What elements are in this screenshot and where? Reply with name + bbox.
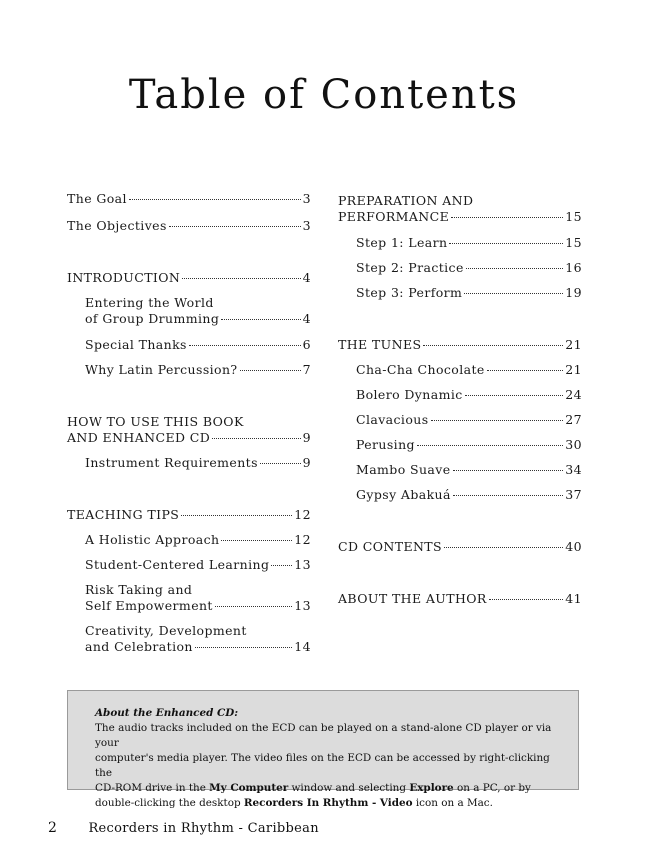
enhanced-cd-note [67,690,579,809]
toc-entry-title: HOW TO USE THIS BOOK [67,414,244,429]
toc-entry-page: 19 [565,285,582,300]
toc-entry-page: 4 [302,270,311,285]
toc-entry-page: 13 [294,598,311,613]
toc-entry[interactable] [356,487,582,503]
toc-entry-title: TEACHING TIPS [67,507,180,522]
toc-entry-title: Step 2: Practice [356,260,464,275]
toc-entry[interactable] [356,437,582,453]
toc-entry[interactable] [338,539,582,555]
toc-entry-title: AND ENHANCED CD [67,430,211,445]
toc-entry-title: THE TUNES [338,337,422,352]
toc-entry-title: Entering the World [85,295,214,310]
toc-entry-title: The Goal [67,191,127,206]
dot-leader [464,293,563,294]
toc-entry[interactable] [67,218,311,234]
toc-entry-page: 15 [565,235,582,250]
dot-leader [465,395,564,396]
toc-entry-page: 6 [302,337,311,352]
toc-entry[interactable] [85,362,311,378]
toc-entry-page: 27 [565,412,582,427]
toc-entry-title: PERFORMANCE [338,209,450,224]
dot-leader [466,268,564,269]
toc-entry-page: 4 [302,311,311,326]
toc-entry-page: 9 [302,455,311,470]
toc-entry-page: 3 [302,191,311,206]
dot-leader [271,565,292,566]
cd-note-text: window and selecting [288,782,410,794]
dot-leader [215,606,292,607]
dot-leader [129,199,301,200]
cd-note-line: computer's media player. The video files on the ECD can be accessed by right-clicking the [95,752,550,779]
toc-entry[interactable] [85,557,311,573]
toc-entry-title: Special Thanks [85,337,187,352]
cd-note-line: The audio tracks included on the ECD can be played on a stand-alone CD player or via your [95,722,552,749]
toc-entry[interactable] [356,412,582,428]
toc-entry-title: INTRODUCTION [67,270,181,285]
toc-entry[interactable] [356,387,582,403]
toc-entry-page: 16 [565,260,582,275]
dot-leader [221,540,292,541]
toc-entry-page: 40 [565,539,582,554]
toc-entry-page: 24 [565,387,582,402]
toc-entry-title: Mambo Suave [356,462,451,477]
toc-entry-title: CD CONTENTS [338,539,443,554]
toc-entry[interactable] [356,260,582,276]
cd-note-emphasis: My Computer [209,782,289,794]
toc-entry[interactable] [67,414,311,446]
dot-leader [449,243,563,244]
toc-entry[interactable] [85,455,311,471]
dot-leader [451,217,563,218]
cd-note-emphasis: Recorders In Rhythm - Video [243,797,413,809]
toc-entry-title: Why Latin Percussion? [85,362,238,377]
cd-note-text: double-clicking the desktop [95,797,244,809]
toc-entry[interactable] [67,191,311,207]
toc-entry[interactable] [338,193,582,225]
toc-entry[interactable] [67,270,311,286]
toc-entry-title: Creativity, Development [85,623,247,638]
toc-entry[interactable] [85,337,311,353]
toc-entry-page: 41 [565,591,582,606]
cd-note-line [95,796,558,811]
toc-entry-page: 30 [565,437,582,452]
toc-entry[interactable] [338,337,582,353]
toc-entry-title: PREPARATION AND [338,193,474,208]
dot-leader [423,345,563,346]
dot-leader [453,495,563,496]
cd-note-line [95,781,558,796]
toc-entry-title: Risk Taking and [85,582,193,597]
page-title: Table of Contents [128,72,520,118]
dot-leader [182,278,300,279]
toc-entry-title: Bolero Dynamic [356,387,463,402]
toc-entry[interactable] [356,285,582,301]
dot-leader [431,420,564,421]
toc-entry[interactable] [67,507,311,523]
toc-entry-page: 12 [294,507,311,522]
cd-note-text: CD-ROM drive in the [95,782,210,794]
dot-leader [221,319,300,320]
toc-entry-title: Cha-Cha Chocolate [356,362,485,377]
toc-entry[interactable] [85,623,311,655]
cd-note-heading: About the Enhanced CD: [95,707,239,719]
toc-entry[interactable] [85,532,311,548]
dot-leader [417,445,563,446]
toc-entry-page: 9 [302,430,311,445]
toc-entry-title: Self Empowerment [85,598,213,613]
toc-entry-page: 15 [565,209,582,224]
cd-note-text: on a PC, or by [453,782,531,794]
toc-entry[interactable] [356,235,582,251]
toc-entry-page: 34 [565,462,582,477]
toc-entry-title: ABOUT THE AUTHOR [338,591,487,606]
toc-entry-page: 14 [294,639,311,654]
dot-leader [240,370,301,371]
book-title: Recorders in Rhythm - Caribbean [88,821,319,836]
dot-leader [260,463,301,464]
cd-note-text: icon on a Mac. [412,797,493,809]
dot-leader [169,226,301,227]
toc-entry-page: 37 [565,487,582,502]
toc-entry[interactable] [338,591,582,607]
toc-entry-title: Step 1: Learn [356,235,448,250]
dot-leader [195,647,292,648]
page-number: 2 [48,820,57,836]
toc-entry-title: and Celebration [85,639,193,654]
toc-entry-title: Instrument Requirements [85,455,258,470]
toc-entry-title: Student-Centered Learning [85,557,270,572]
toc-entry[interactable] [356,362,582,378]
toc-entry[interactable] [85,582,311,614]
toc-entry-title: Gypsy Abakuá [356,487,451,502]
dot-leader [189,345,301,346]
toc-entry-title: Perusing [356,437,415,452]
toc-entry-title: A Holistic Approach [85,532,220,547]
dot-leader [487,370,564,371]
toc-entry[interactable] [356,462,582,478]
cd-note-emphasis: Explore [409,782,454,794]
dot-leader [489,599,564,600]
toc-entry-title: The Objectives [67,218,167,233]
toc-entry-page: 7 [302,362,311,377]
dot-leader [453,470,564,471]
toc-entry-title: of Group Drumming [85,311,220,326]
toc-entry-page: 21 [565,337,582,352]
toc-entry-title: Clavacious [356,412,429,427]
toc-entry-page: 3 [302,218,311,233]
page-footer [48,820,319,836]
toc-entry-page: 21 [565,362,582,377]
toc-entry-page: 12 [294,532,311,547]
dot-leader [444,547,563,548]
toc-entry-page: 13 [294,557,311,572]
dot-leader [181,515,292,516]
dot-leader [212,438,300,439]
toc-entry[interactable] [85,295,311,327]
toc-entry-title: Step 3: Perform [356,285,463,300]
